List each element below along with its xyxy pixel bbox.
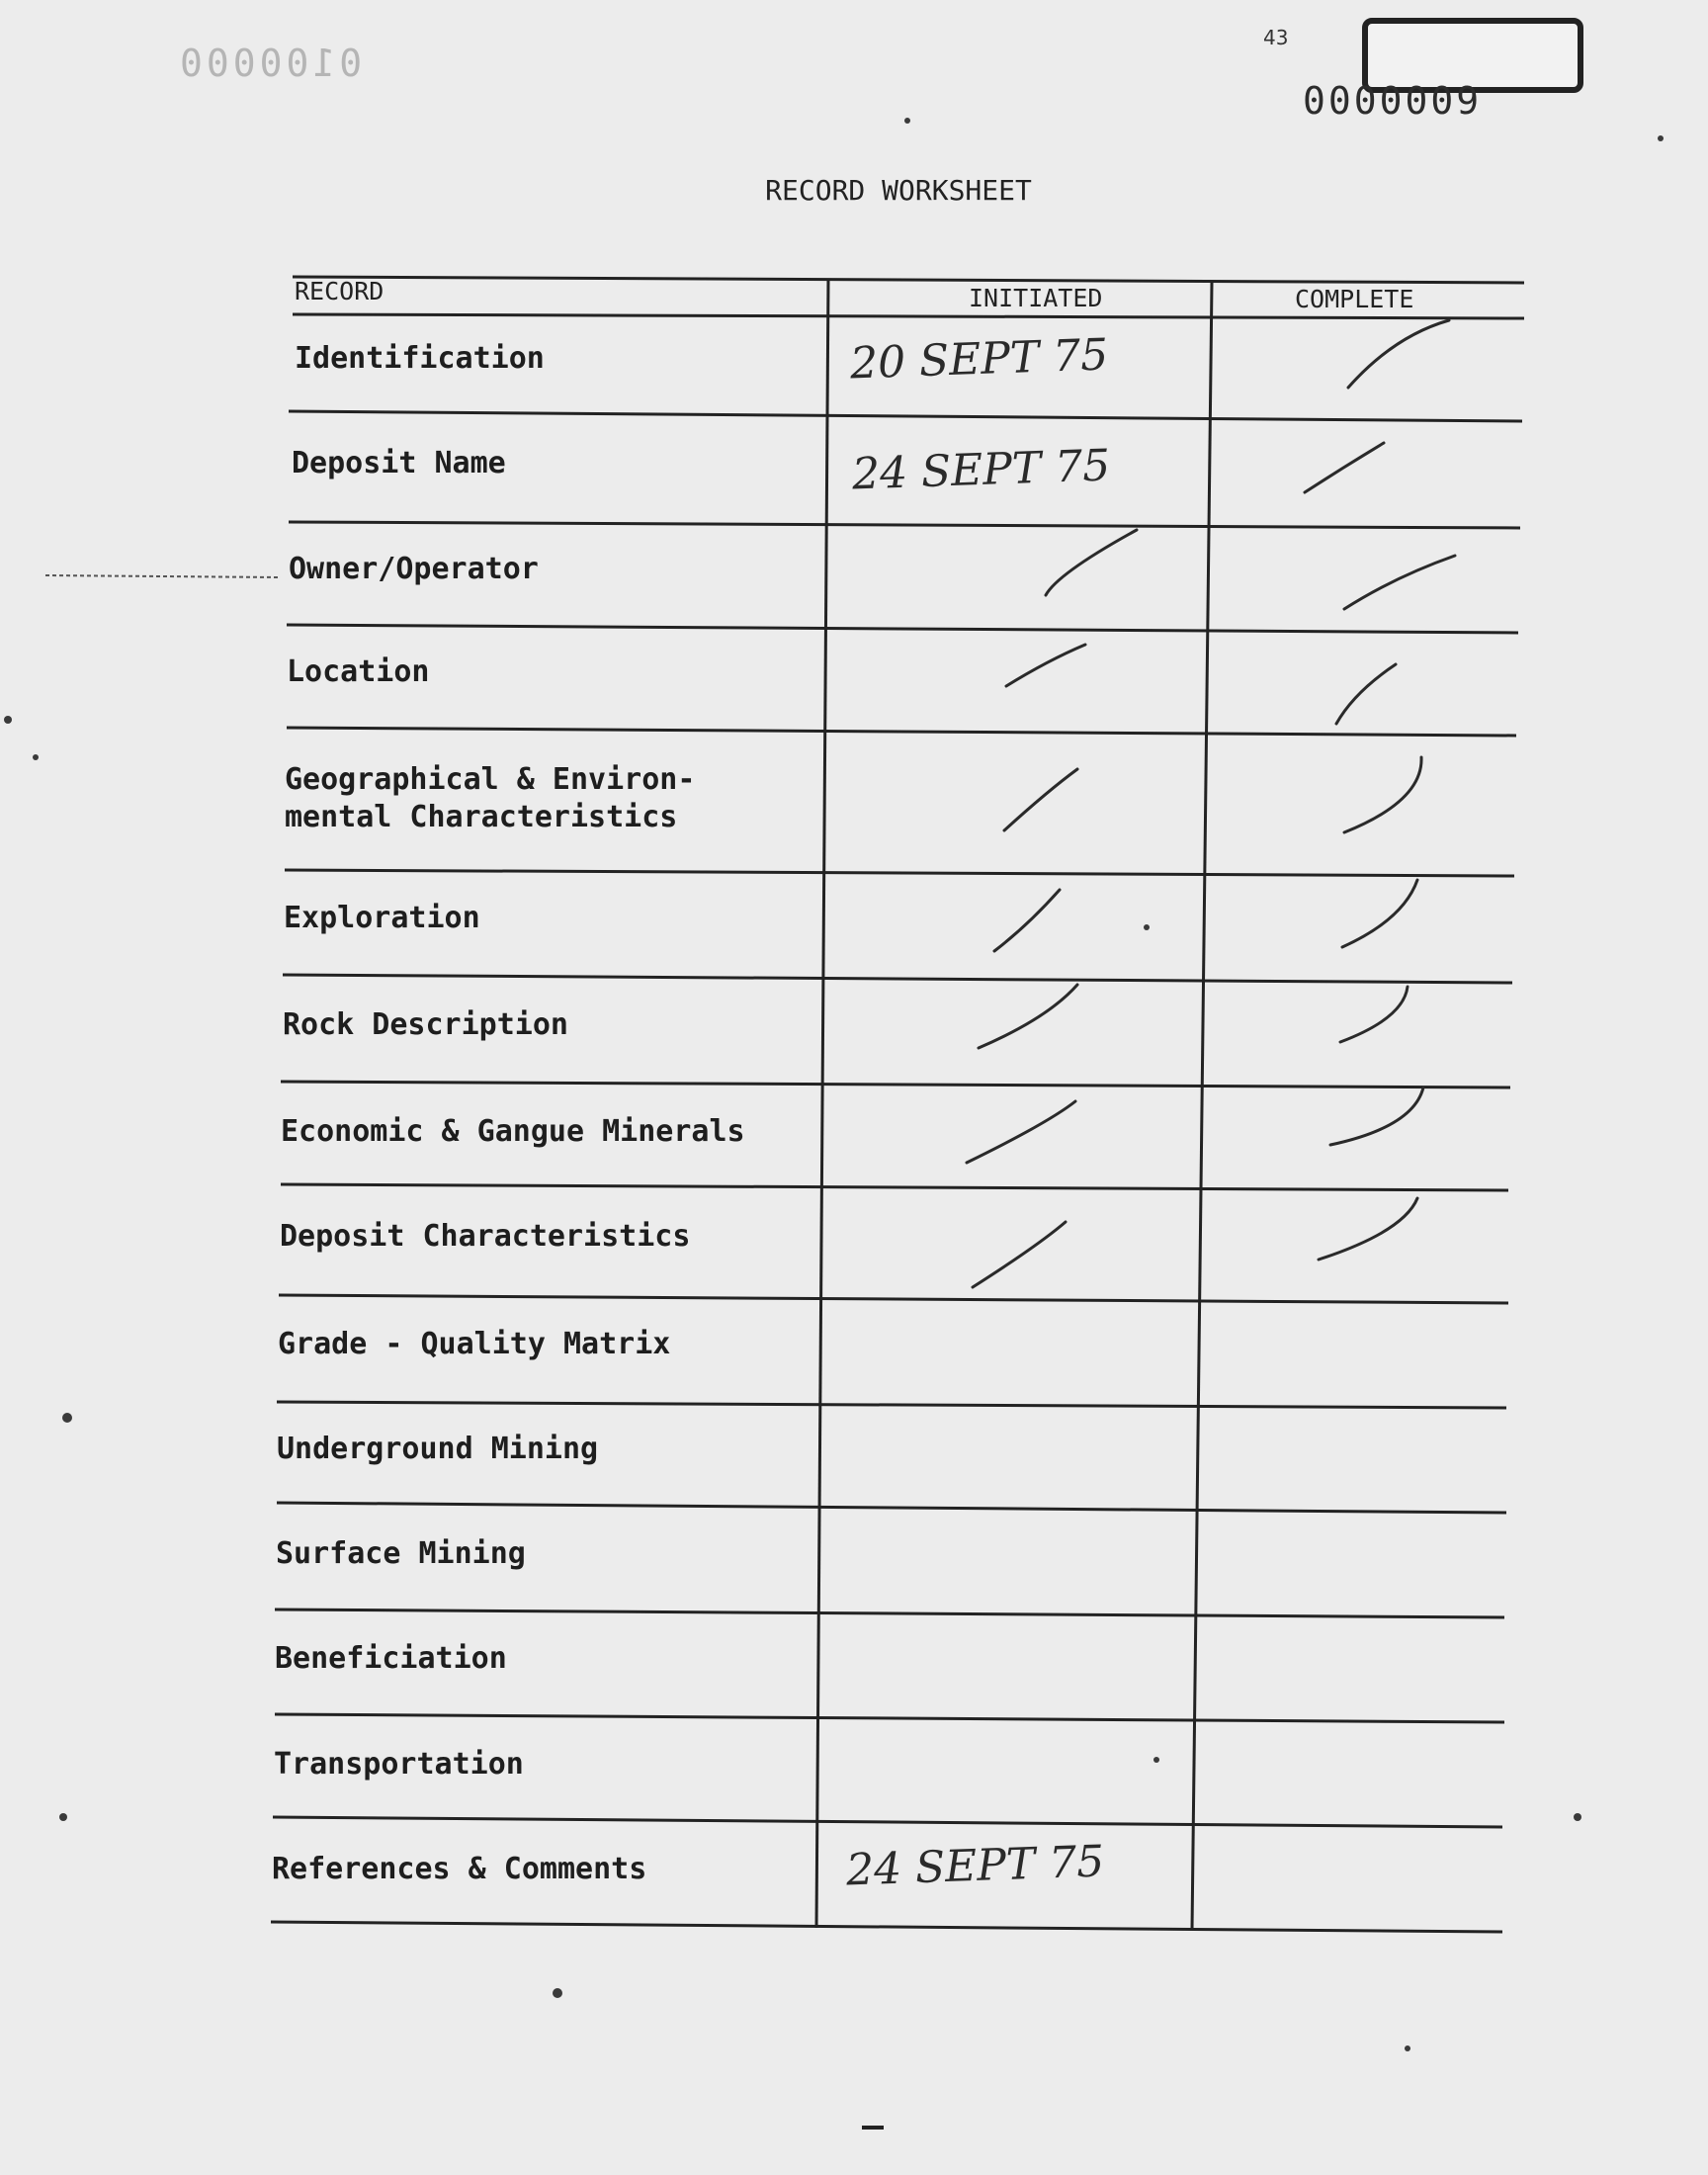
scan-mark: [862, 2126, 884, 2130]
check-mark-icon: [1006, 645, 1085, 686]
check-mark-icon: [1344, 757, 1421, 832]
scan-speck: [62, 1413, 72, 1423]
scan-speck: [59, 1813, 67, 1821]
initiated-date-references: 24 SEPT 75: [845, 1836, 1105, 1896]
check-mark-icon: [1330, 1088, 1423, 1145]
scan-speck: [33, 754, 39, 760]
faint-stamp-number: 0100000: [176, 42, 363, 85]
row-label-exploration: Exploration: [284, 901, 480, 935]
row-rule: [277, 1402, 1506, 1408]
row-rule: [275, 1714, 1504, 1722]
initiated-date-deposit-name: 24 SEPT 75: [851, 440, 1111, 500]
document-number: 0000009: [1303, 79, 1483, 123]
column-divider: [816, 279, 828, 1928]
row-rule: [279, 1295, 1508, 1303]
scan-speck: [1144, 924, 1150, 930]
row-rule: [281, 1184, 1508, 1190]
scan-speck: [553, 1988, 562, 1998]
scan-speck: [1574, 1813, 1581, 1821]
table-top-rule: [293, 277, 1524, 283]
row-rule: [275, 1610, 1504, 1617]
check-mark-icon: [967, 1101, 1075, 1163]
row-label-references-comments: References & Comments: [272, 1852, 647, 1886]
table-header-rule: [293, 314, 1524, 318]
column-header-record: RECORD: [295, 277, 384, 305]
row-label-identification: Identification: [295, 341, 545, 376]
row-rule: [283, 975, 1512, 983]
row-label-underground-mining: Underground Mining: [277, 1432, 599, 1466]
row-rule: [285, 870, 1514, 876]
row-rule: [277, 1503, 1506, 1513]
row-rule: [289, 411, 1522, 421]
row-label-transportation: Transportation: [274, 1747, 524, 1782]
row-label-geographical: Geographical & Environ- mental Characteristics: [285, 762, 696, 834]
table-bottom-rule: [271, 1922, 1502, 1932]
row-label-surface-mining: Surface Mining: [276, 1536, 526, 1571]
scan-speck: [4, 716, 12, 724]
leader-line: [45, 575, 281, 577]
row-rule: [281, 1082, 1510, 1088]
scan-speck: [1405, 2045, 1410, 2051]
row-label-deposit-characteristics: Deposit Characteristics: [280, 1219, 691, 1254]
initiated-date-identification: 20 SEPT 75: [849, 329, 1109, 390]
row-rule: [289, 522, 1520, 528]
column-header-initiated: INITIATED: [969, 284, 1103, 312]
check-mark-icon: [1305, 443, 1384, 492]
scan-speck: [1153, 1757, 1159, 1763]
check-mark-icon: [1004, 769, 1077, 830]
check-mark-icon: [1342, 880, 1417, 947]
check-mark-icon: [1336, 664, 1396, 724]
row-rule: [273, 1817, 1502, 1827]
row-rule: [287, 728, 1516, 736]
check-mark-icon: [1319, 1198, 1417, 1260]
row-label-rock-description: Rock Description: [283, 1007, 568, 1042]
column-divider: [1192, 283, 1212, 1930]
check-mark-icon: [973, 1222, 1066, 1287]
row-label-owner-operator: Owner/Operator: [289, 552, 539, 586]
row-label-location: Location: [287, 654, 430, 689]
row-label-economic-gangue: Economic & Gangue Minerals: [281, 1114, 745, 1149]
scan-speck: [904, 118, 910, 124]
column-header-complete: COMPLETE: [1295, 285, 1414, 313]
check-mark-icon: [1344, 556, 1455, 609]
page-number: 43: [1263, 26, 1289, 49]
check-mark-icon: [994, 890, 1060, 951]
row-rule: [287, 625, 1518, 633]
scan-speck: [1658, 135, 1664, 141]
row-label-grade-quality: Grade - Quality Matrix: [278, 1327, 671, 1361]
check-mark-icon: [1348, 320, 1449, 388]
row-label-deposit-name: Deposit Name: [292, 446, 506, 480]
row-label-beneficiation: Beneficiation: [275, 1641, 507, 1676]
page-title: RECORD WORKSHEET: [765, 174, 1032, 207]
check-mark-icon: [1340, 987, 1408, 1042]
check-mark-icon: [1046, 530, 1137, 595]
check-mark-icon: [979, 985, 1077, 1048]
